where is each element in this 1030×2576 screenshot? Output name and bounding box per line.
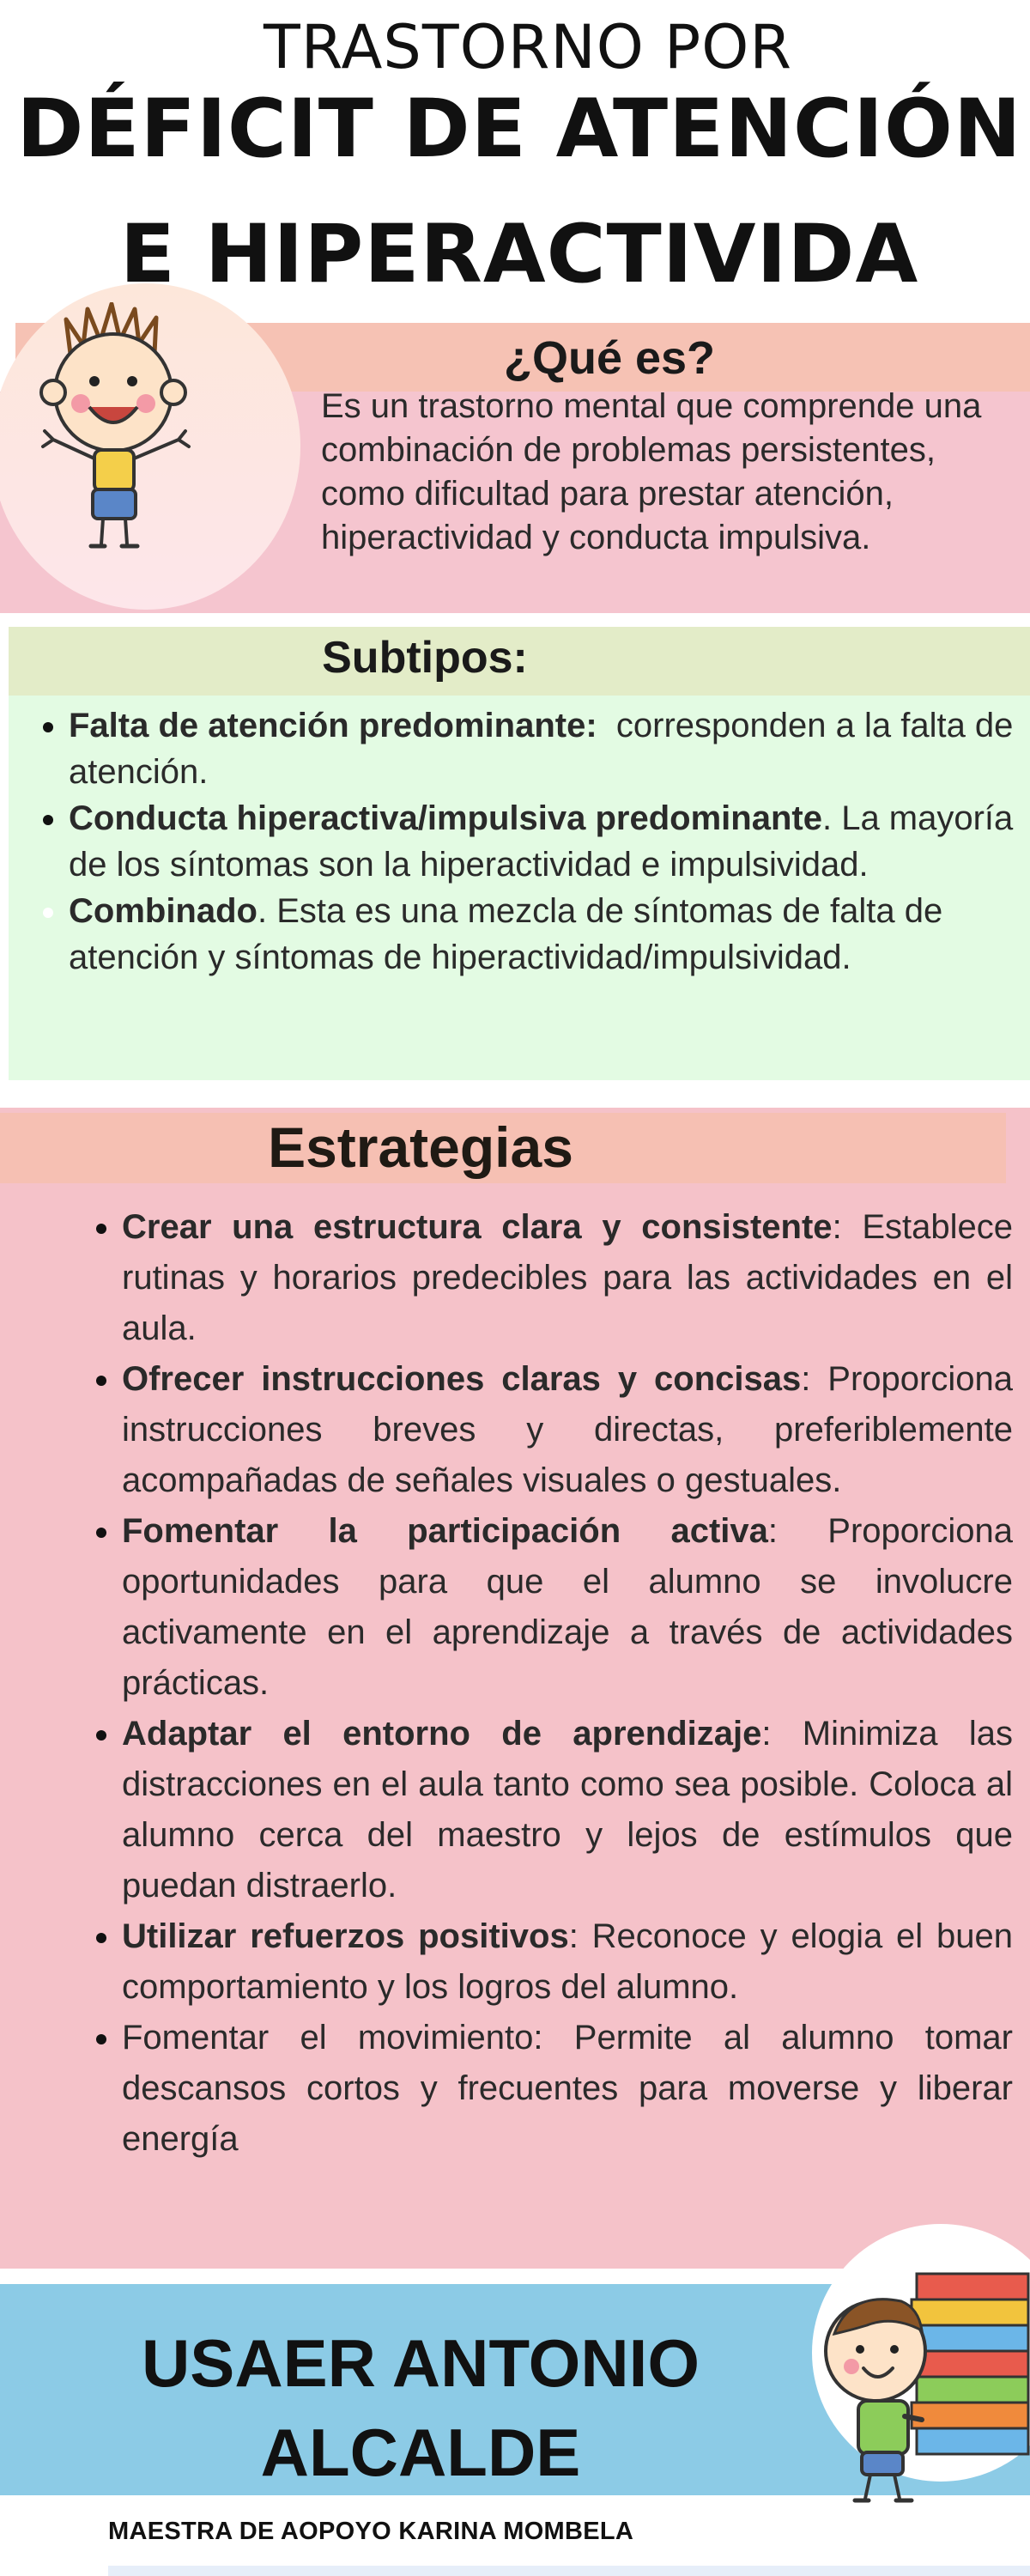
list-item xyxy=(122,2013,1013,2165)
cartoon-boy-carrying-books-icon xyxy=(815,2248,1030,2514)
list-item xyxy=(69,888,1030,981)
estrategia-name: Ofrecer instrucciones claras y concisas xyxy=(122,1360,802,1398)
list-item xyxy=(122,1354,1013,1506)
list-item xyxy=(69,702,1030,795)
estrategia-text: Fomentar el movimiento: Permite al alumno tomar descansos cortos y frecuentes para moverse y liberar energía xyxy=(122,2019,1013,2158)
estrategia-name: Adaptar el entorno de aprendizaje xyxy=(122,1715,762,1753)
estrategia-text: : Proporciona oportunidades para que el alumno se involucre activamente en el aprendizaje a través de actividades prácticas. xyxy=(122,1512,1013,1702)
title-line-3: E HIPERACTIVIDA xyxy=(119,208,919,301)
estrategia-text: : Minimiza las distracciones en el aula tanto como sea posible. Coloca al alumno cerca del maestro y lejos de estímulos que puedan distraerlo. xyxy=(122,1715,1013,1905)
estrategia-text: : Proporciona instrucciones breves y directas, preferiblemente acompañadas de señales visuales o gestuales. xyxy=(122,1360,1013,1499)
subtipos-heading: Subtipos: xyxy=(322,633,528,683)
estrategia-name: Fomentar la participación activa xyxy=(122,1512,768,1550)
estrategias-list xyxy=(79,1202,1013,2165)
subtipo-text: . La mayoría de los síntomas son la hiperactividad e impulsividad. xyxy=(69,799,1014,884)
que-es-text: Es un trastorno mental que comprende una combinación de problemas persistentes, como dificultad para prestar atención, hiperactividad y conducta impulsiva. xyxy=(321,387,982,556)
footer-title-line-1: USAER ANTONIO xyxy=(141,2325,700,2401)
footer-title xyxy=(34,2318,807,2497)
estrategia-text: : Establece rutinas y horarios predecibles para las actividades en el aula. xyxy=(122,1208,1014,1347)
que-es-heading: ¿Qué es? xyxy=(503,332,716,384)
title-line-1: TRASTORNO POR xyxy=(263,12,793,82)
cartoon-boy-waving-icon xyxy=(19,302,233,560)
list-item xyxy=(122,1911,1013,2013)
list-item xyxy=(122,1506,1013,1709)
title-line-2: DÉFICIT DE ATENCIÓN xyxy=(16,82,1022,176)
subtipos-list xyxy=(27,702,1030,981)
footer-credit: MAESTRA DE AOPOYO KARINA MOMBELA xyxy=(108,2518,634,2545)
footer-strip xyxy=(108,2566,1030,2576)
list-item xyxy=(122,1202,1013,1354)
subtipo-name: Falta de atención predominante: xyxy=(69,707,597,744)
list-item xyxy=(69,795,1030,888)
estrategias-heading: Estrategias xyxy=(268,1115,573,1179)
list-item xyxy=(122,1709,1013,1911)
subtipo-text: . Esta es una mezcla de síntomas de falta de atención y síntomas de hiperactividad/impulsividad. xyxy=(69,892,943,976)
subtipo-name: Conducta hiperactiva/impulsiva predominante xyxy=(69,799,822,837)
estrategia-text: : Reconoce y elogia el buen comportamiento y los logros del alumno. xyxy=(122,1917,1013,2006)
footer-title-line-2: ALCALDE xyxy=(260,2415,581,2490)
estrategia-name: Utilizar refuerzos positivos xyxy=(122,1917,569,1955)
subtipo-text: corresponden a la falta de atención. xyxy=(69,707,1023,791)
subtipo-name: Combinado xyxy=(69,892,258,930)
estrategia-name: Crear una estructura clara y consistente xyxy=(122,1208,833,1246)
